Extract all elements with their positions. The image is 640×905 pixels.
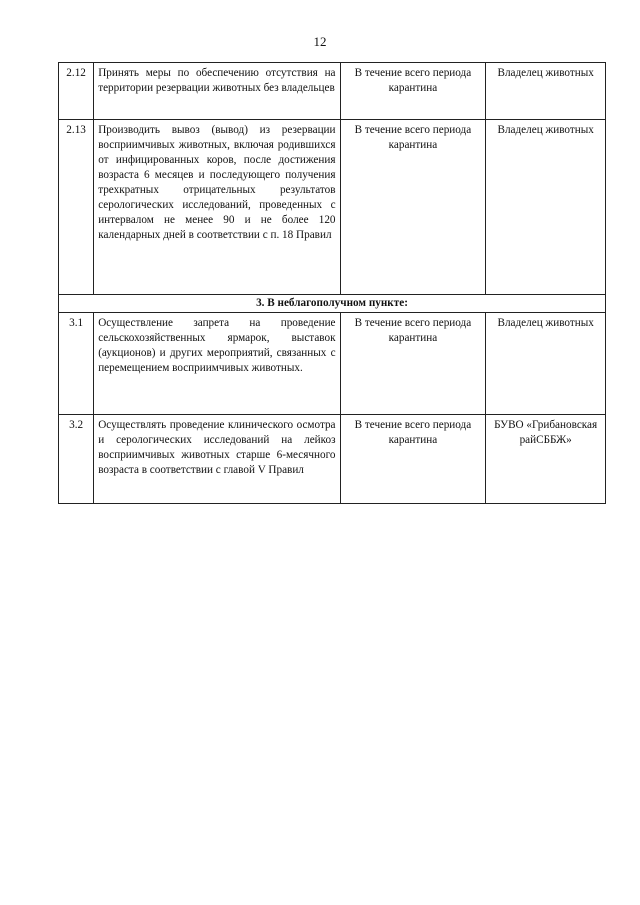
page-number: 12 — [313, 34, 327, 49]
row-responsible: Владелец животных — [486, 63, 606, 120]
table-row — [59, 313, 606, 415]
row-deadline: В течение всего периода карантина — [340, 63, 486, 120]
row-number: 2.12 — [59, 63, 94, 120]
row-deadline: В течение всего периода карантина — [340, 120, 486, 295]
measures-table — [58, 62, 606, 504]
row-action: Принять меры по обеспечению отсутствия на территории резервации животных без владельцев — [94, 63, 340, 120]
table-row — [59, 120, 606, 295]
section-heading-row — [59, 295, 606, 313]
row-number: 3.1 — [59, 313, 94, 415]
row-number: 3.2 — [59, 415, 94, 504]
table-row — [59, 63, 606, 120]
table-row — [59, 415, 606, 504]
row-deadline: В течение всего периода карантина — [340, 415, 486, 504]
row-number: 2.13 — [59, 120, 94, 295]
row-action: Осуществлять проведение клинического осмотра и серологических исследований на лейкоз восприимчивых животных старше 6-месячного возраста в соответствии с главой V Правил — [94, 415, 340, 504]
row-deadline: В течение всего периода карантина — [340, 313, 486, 415]
row-action: Производить вывоз (вывод) из резервации восприимчивых животных, включая родившихся от инфицированных коров, после достижения возраста 6 месяцев и последующего получения трехкратных отрицательных результатов серологических исследований, проведенных с интервалом не менее 90 и не более 120 календарных дней в соответствии с п. 18 Правил — [94, 120, 340, 295]
row-responsible: БУВО «Грибановская райСББЖ» — [486, 415, 606, 504]
row-responsible: Владелец животных — [486, 120, 606, 295]
row-action: Осуществление запрета на проведение сельскохозяйственных ярмарок, выставок (аукционов) и других мероприятий, связанных с перемещением восприимчивых животных. — [94, 313, 340, 415]
row-responsible: Владелец животных — [486, 313, 606, 415]
section-title: 3. В неблагополучном пункте: — [59, 295, 606, 313]
